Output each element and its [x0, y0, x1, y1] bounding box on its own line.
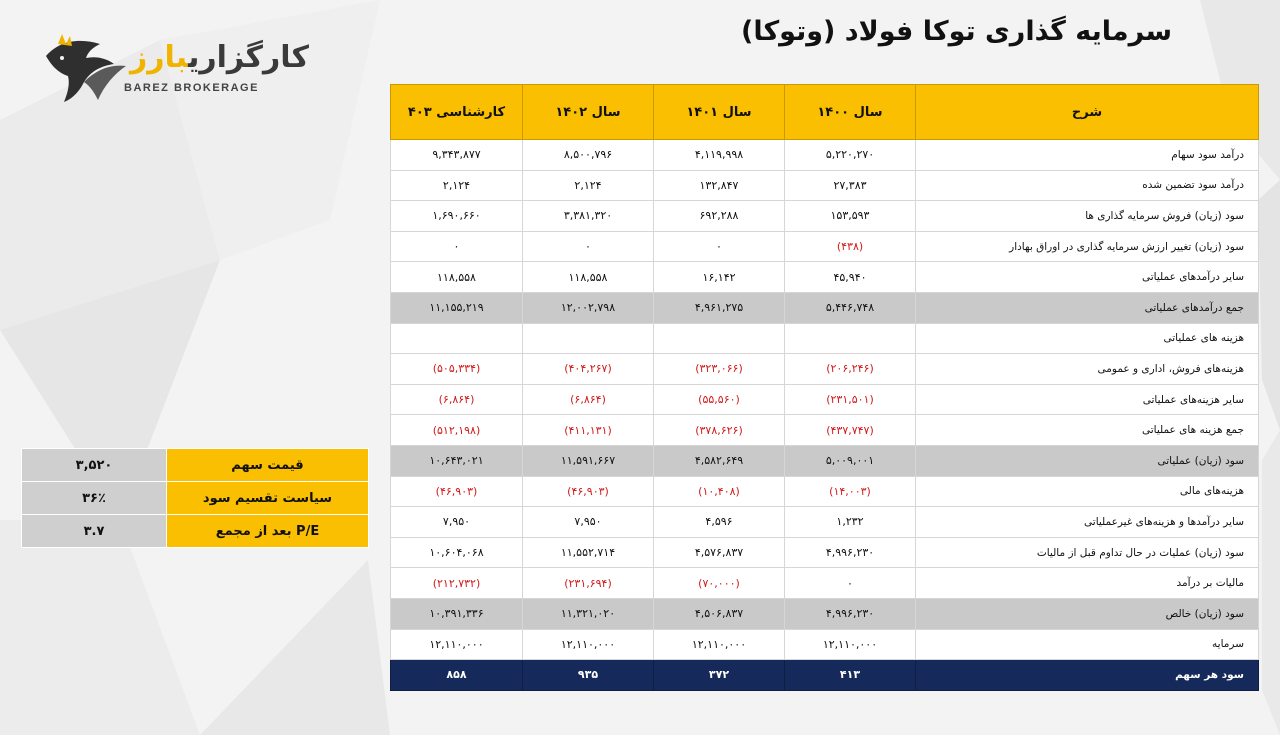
- cell-value: ۱,۶۹۰,۶۶۰: [391, 201, 523, 232]
- valuation-label: P/E بعد از مجمع: [167, 515, 369, 548]
- cell-value: ۱۶,۱۴۲: [654, 262, 785, 293]
- table-row: [391, 384, 1259, 415]
- cell-value: (۴۶,۹۰۳): [391, 476, 523, 507]
- cell-value: ۴,۵۹۶: [654, 507, 785, 538]
- table-row: [391, 629, 1259, 660]
- valuation-value: ۳۶٪: [22, 482, 167, 515]
- table-row: [391, 292, 1259, 323]
- row-label: درآمد سود سهام: [916, 140, 1259, 171]
- row-label: هزینه‌های مالی: [916, 476, 1259, 507]
- row-label: سرمایه: [916, 629, 1259, 660]
- table-header-row: [391, 85, 1259, 140]
- cell-value: ۸,۵۰۰,۷۹۶: [523, 140, 654, 171]
- valuation-label: سیاست تقسیم سود: [167, 482, 369, 515]
- cell-value: ۴,۱۱۹,۹۹۸: [654, 140, 785, 171]
- cell-value: (۵۱۲,۱۹۸): [391, 415, 523, 446]
- valuation-label: قیمت سهم: [167, 449, 369, 482]
- cell-value: ۴,۵۰۶,۸۳۷: [654, 598, 785, 629]
- row-label: سود (زیان) عملیات در حال تداوم قبل از مالیات: [916, 537, 1259, 568]
- table-row: [391, 598, 1259, 629]
- row-label: سود هر سهم: [916, 660, 1259, 691]
- cell-value: ۴,۹۹۶,۲۳۰: [785, 537, 916, 568]
- cell-value: (۲۰۶,۲۴۶): [785, 354, 916, 385]
- cell-value: ۰: [785, 568, 916, 599]
- row-label: هزینه های عملیاتی: [916, 323, 1259, 354]
- cell-value: ۶۹۲,۲۸۸: [654, 201, 785, 232]
- cell-value: ۱۱,۳۲۱,۰۲۰: [523, 598, 654, 629]
- cell-value: ۱۲,۱۱۰,۰۰۰: [523, 629, 654, 660]
- table-row: [391, 201, 1259, 232]
- cell-value: (۴۳۸): [785, 231, 916, 262]
- cell-value: ۳,۳۸۱,۳۲۰: [523, 201, 654, 232]
- table-row: [391, 537, 1259, 568]
- cell-value: (۴۱۱,۱۳۱): [523, 415, 654, 446]
- table-row: [391, 231, 1259, 262]
- cell-value: ۵,۴۴۶,۷۴۸: [785, 292, 916, 323]
- cell-value: ۲,۱۲۴: [523, 170, 654, 201]
- cell-value: ۴۵,۹۴۰: [785, 262, 916, 293]
- cell-value: (۴۶,۹۰۳): [523, 476, 654, 507]
- row-label: جمع درآمدهای عملیاتی: [916, 292, 1259, 323]
- column-header: سال ۱۴۰۲: [523, 85, 654, 140]
- row-label: سود (زیان) عملیاتی: [916, 445, 1259, 476]
- cell-value: ۱۲,۱۱۰,۰۰۰: [654, 629, 785, 660]
- row-label: درآمد سود تضمین شده: [916, 170, 1259, 201]
- cell-value: ۱۰,۶۰۴,۰۶۸: [391, 537, 523, 568]
- cell-value: ۱۲,۰۰۲,۷۹۸: [523, 292, 654, 323]
- cell-value: ۱,۲۳۲: [785, 507, 916, 538]
- valuation-value: ۳,۵۲۰: [22, 449, 167, 482]
- table-row: [391, 354, 1259, 385]
- cell-value: ۹۳۵: [523, 660, 654, 691]
- cell-value: (۶,۸۶۴): [523, 384, 654, 415]
- cell-value: ۱۱,۱۵۵,۲۱۹: [391, 292, 523, 323]
- cell-value: (۱۰,۴۰۸): [654, 476, 785, 507]
- cell-value: ۰: [523, 231, 654, 262]
- table-row: [391, 262, 1259, 293]
- cell-value: ۱۲,۱۱۰,۰۰۰: [785, 629, 916, 660]
- row-label: سایر هزینه‌های عملیاتی: [916, 384, 1259, 415]
- cell-value: ۴,۵۸۲,۶۴۹: [654, 445, 785, 476]
- column-header: کارشناسی ۴۰۳: [391, 85, 523, 140]
- cell-value: (۴۳۷,۷۴۷): [785, 415, 916, 446]
- table-row: [391, 323, 1259, 354]
- cell-value: (۵۵,۵۶۰): [654, 384, 785, 415]
- cell-value: ۲۷,۳۸۳: [785, 170, 916, 201]
- cell-value: ۹,۳۴۳,۸۷۷: [391, 140, 523, 171]
- table-row: [391, 170, 1259, 201]
- table-row: [391, 415, 1259, 446]
- cell-value: [391, 323, 523, 354]
- column-header: سال ۱۴۰۰: [785, 85, 916, 140]
- cell-value: (۱۴,۰۰۳): [785, 476, 916, 507]
- column-header: سال ۱۴۰۱: [654, 85, 785, 140]
- cell-value: ۰: [654, 231, 785, 262]
- valuation-row: [22, 449, 369, 482]
- table-row: [391, 140, 1259, 171]
- row-label: جمع هزینه های عملیاتی: [916, 415, 1259, 446]
- cell-value: (۵۰۵,۳۳۴): [391, 354, 523, 385]
- financial-table: [390, 84, 1259, 691]
- cell-value: ۲,۱۲۴: [391, 170, 523, 201]
- cell-value: ۱۳۲,۸۴۷: [654, 170, 785, 201]
- cell-value: (۴۰۴,۲۶۷): [523, 354, 654, 385]
- table-row: [391, 445, 1259, 476]
- logo-persian-text: کارگزاریبارز: [130, 40, 309, 75]
- row-label: سود (زیان) فروش سرمایه گذاری ها: [916, 201, 1259, 232]
- row-label: مالیات بر درآمد: [916, 568, 1259, 599]
- cell-value: ۴,۹۹۶,۲۳۰: [785, 598, 916, 629]
- brand-logo: [40, 30, 309, 110]
- valuation-value: ۳.۷: [22, 515, 167, 548]
- row-label: سود (زیان) تغییر ارزش سرمایه گذاری در اوراق بهادار: [916, 231, 1259, 262]
- cell-value: ۱۱,۵۵۲,۷۱۴: [523, 537, 654, 568]
- cell-value: ۱۵۳,۵۹۳: [785, 201, 916, 232]
- page-title: سرمایه گذاری توکا فولاد (وتوکا): [741, 16, 1172, 47]
- cell-value: ۱۱۸,۵۵۸: [391, 262, 523, 293]
- cell-value: (۲۳۱,۵۰۱): [785, 384, 916, 415]
- cell-value: [654, 323, 785, 354]
- column-header: شرح: [916, 85, 1259, 140]
- valuation-row: [22, 482, 369, 515]
- table-row: [391, 507, 1259, 538]
- table-row: [391, 660, 1259, 691]
- cell-value: ۱۱,۵۹۱,۶۶۷: [523, 445, 654, 476]
- cell-value: ۴,۵۷۶,۸۳۷: [654, 537, 785, 568]
- logo-english-text: BAREZ BROKERAGE: [124, 82, 259, 94]
- cell-value: (۲۳۱,۶۹۴): [523, 568, 654, 599]
- cell-value: ۰: [391, 231, 523, 262]
- valuation-table: [21, 448, 369, 548]
- cell-value: ۳۷۲: [654, 660, 785, 691]
- cell-value: ۸۵۸: [391, 660, 523, 691]
- cell-value: [523, 323, 654, 354]
- cell-value: ۴,۹۶۱,۲۷۵: [654, 292, 785, 323]
- cell-value: ۵,۰۰۹,۰۰۱: [785, 445, 916, 476]
- cell-value: (۶,۸۶۴): [391, 384, 523, 415]
- valuation-row: [22, 515, 369, 548]
- cell-value: ۴۱۳: [785, 660, 916, 691]
- cell-value: ۱۲,۱۱۰,۰۰۰: [391, 629, 523, 660]
- cell-value: (۳۷۸,۶۲۶): [654, 415, 785, 446]
- cell-value: (۲۱۲,۷۳۲): [391, 568, 523, 599]
- cell-value: ۱۰,۶۴۳,۰۲۱: [391, 445, 523, 476]
- logo-brand-highlight: بارز: [130, 40, 189, 75]
- table-row: [391, 568, 1259, 599]
- row-label: سایر درآمدهای عملیاتی: [916, 262, 1259, 293]
- cell-value: [785, 323, 916, 354]
- table-row: [391, 476, 1259, 507]
- cell-value: (۳۲۳,۰۶۶): [654, 354, 785, 385]
- cell-value: (۷۰,۰۰۰): [654, 568, 785, 599]
- row-label: سود (زیان) خالص: [916, 598, 1259, 629]
- cell-value: ۷,۹۵۰: [523, 507, 654, 538]
- cell-value: ۱۰,۳۹۱,۳۳۶: [391, 598, 523, 629]
- cell-value: ۷,۹۵۰: [391, 507, 523, 538]
- eagle-logo-icon: [40, 30, 130, 110]
- row-label: سایر درآمدها و هزینه‌های غیرعملیاتی: [916, 507, 1259, 538]
- cell-value: ۵,۲۲۰,۲۷۰: [785, 140, 916, 171]
- cell-value: ۱۱۸,۵۵۸: [523, 262, 654, 293]
- row-label: هزینه‌های فروش، اداری و عمومی: [916, 354, 1259, 385]
